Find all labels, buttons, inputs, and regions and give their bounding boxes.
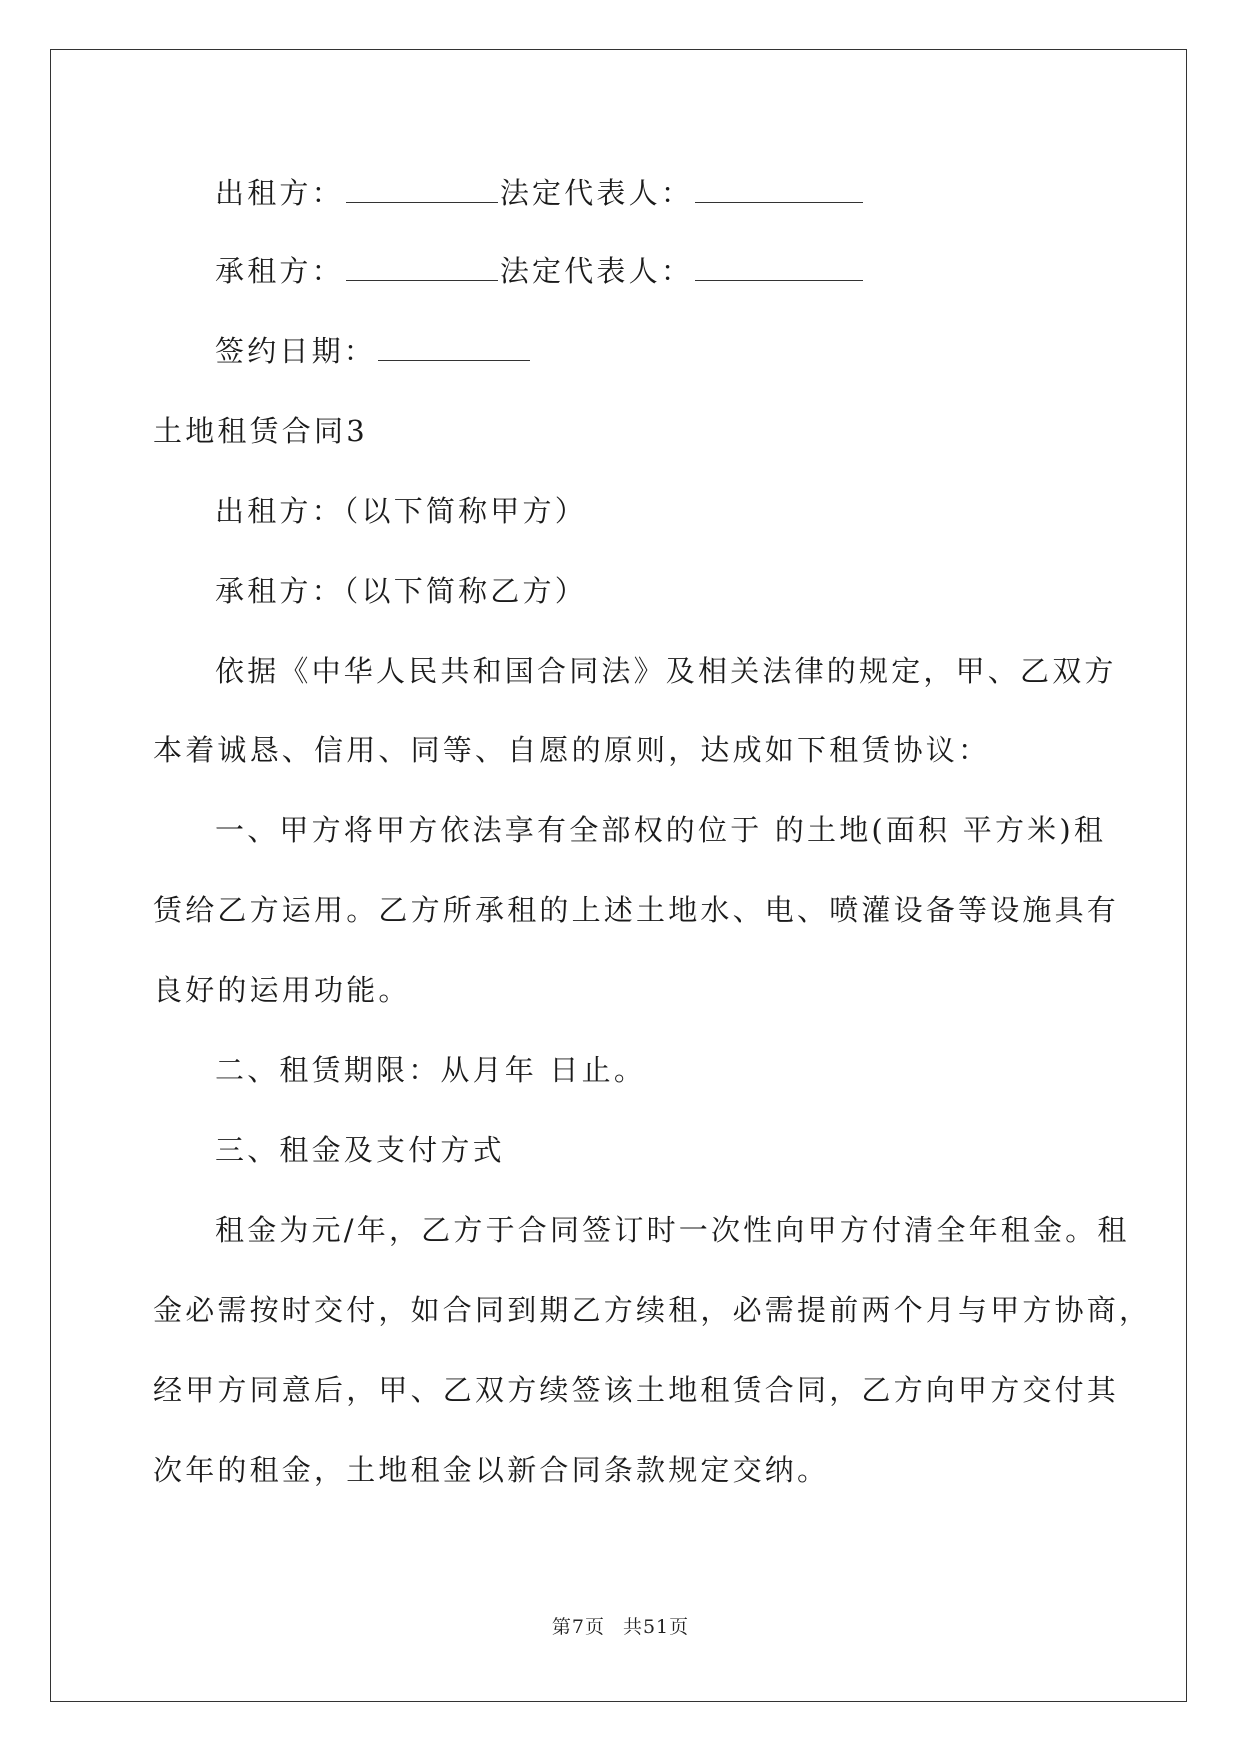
- lessee-legal-rep-label: 法定代表人：: [499, 254, 694, 288]
- clause1-line-3: 良好的运用功能。: [153, 973, 411, 1007]
- lessee-legal-rep-blank: [695, 250, 863, 281]
- lessor-label: 出租方：: [215, 176, 344, 210]
- lessor-signature-line: [215, 172, 865, 213]
- sign-date-line: [215, 330, 532, 371]
- intro-paragraph-line-2: 本着诚恳、信用、同等、自愿的原则，达成如下租赁协议：: [153, 733, 991, 767]
- page-number: 第7页: [551, 1616, 605, 1638]
- clause3-line-4: 次年的租金，土地租金以新合同条款规定交纳。: [153, 1453, 830, 1487]
- lessor-name-blank: [346, 172, 498, 203]
- lessee-label: 承租方：: [215, 254, 344, 288]
- lessor-legal-rep-blank: [695, 172, 863, 203]
- clause1-line-1: 一、甲方将甲方依法享有全部权的位于 的土地(面积 平方米)租: [215, 813, 1107, 847]
- clause1-line-2: 赁给乙方运用。乙方所承租的上述土地水、电、喷灌设备等设施具有: [153, 893, 1120, 927]
- clause3-line-2: 金必需按时交付，如合同到期乙方续租，必需提前两个月与甲方协商，: [153, 1293, 1152, 1327]
- page-footer: [0, 1612, 1241, 1639]
- lessor-intro-line: 出租方：（以下简称甲方）: [215, 494, 587, 528]
- clause3-line-1: 租金为元/年，乙方于合同签订时一次性向甲方付清全年租金。租: [215, 1213, 1130, 1247]
- sign-date-blank: [378, 330, 530, 361]
- page-total: 共51页: [622, 1616, 690, 1638]
- clause2-line: 二、租赁期限：从月年 日止。: [215, 1053, 647, 1087]
- clause3-line-3: 经甲方同意后，甲、乙双方续签该土地租赁合同，乙方向甲方交付其: [153, 1373, 1120, 1407]
- lessee-intro-line: 承租方：（以下简称乙方）: [215, 574, 587, 608]
- lessee-name-blank: [346, 250, 498, 281]
- lessee-signature-line: [215, 250, 865, 291]
- contract-title: 土地租赁合同3: [153, 414, 368, 448]
- clause3-title: 三、租金及支付方式: [215, 1133, 505, 1167]
- sign-date-label: 签约日期：: [215, 334, 377, 368]
- intro-paragraph-line-1: 依据《中华人民共和国合同法》及相关法律的规定，甲、乙双方: [215, 654, 1117, 688]
- lessor-legal-rep-label: 法定代表人：: [499, 176, 694, 210]
